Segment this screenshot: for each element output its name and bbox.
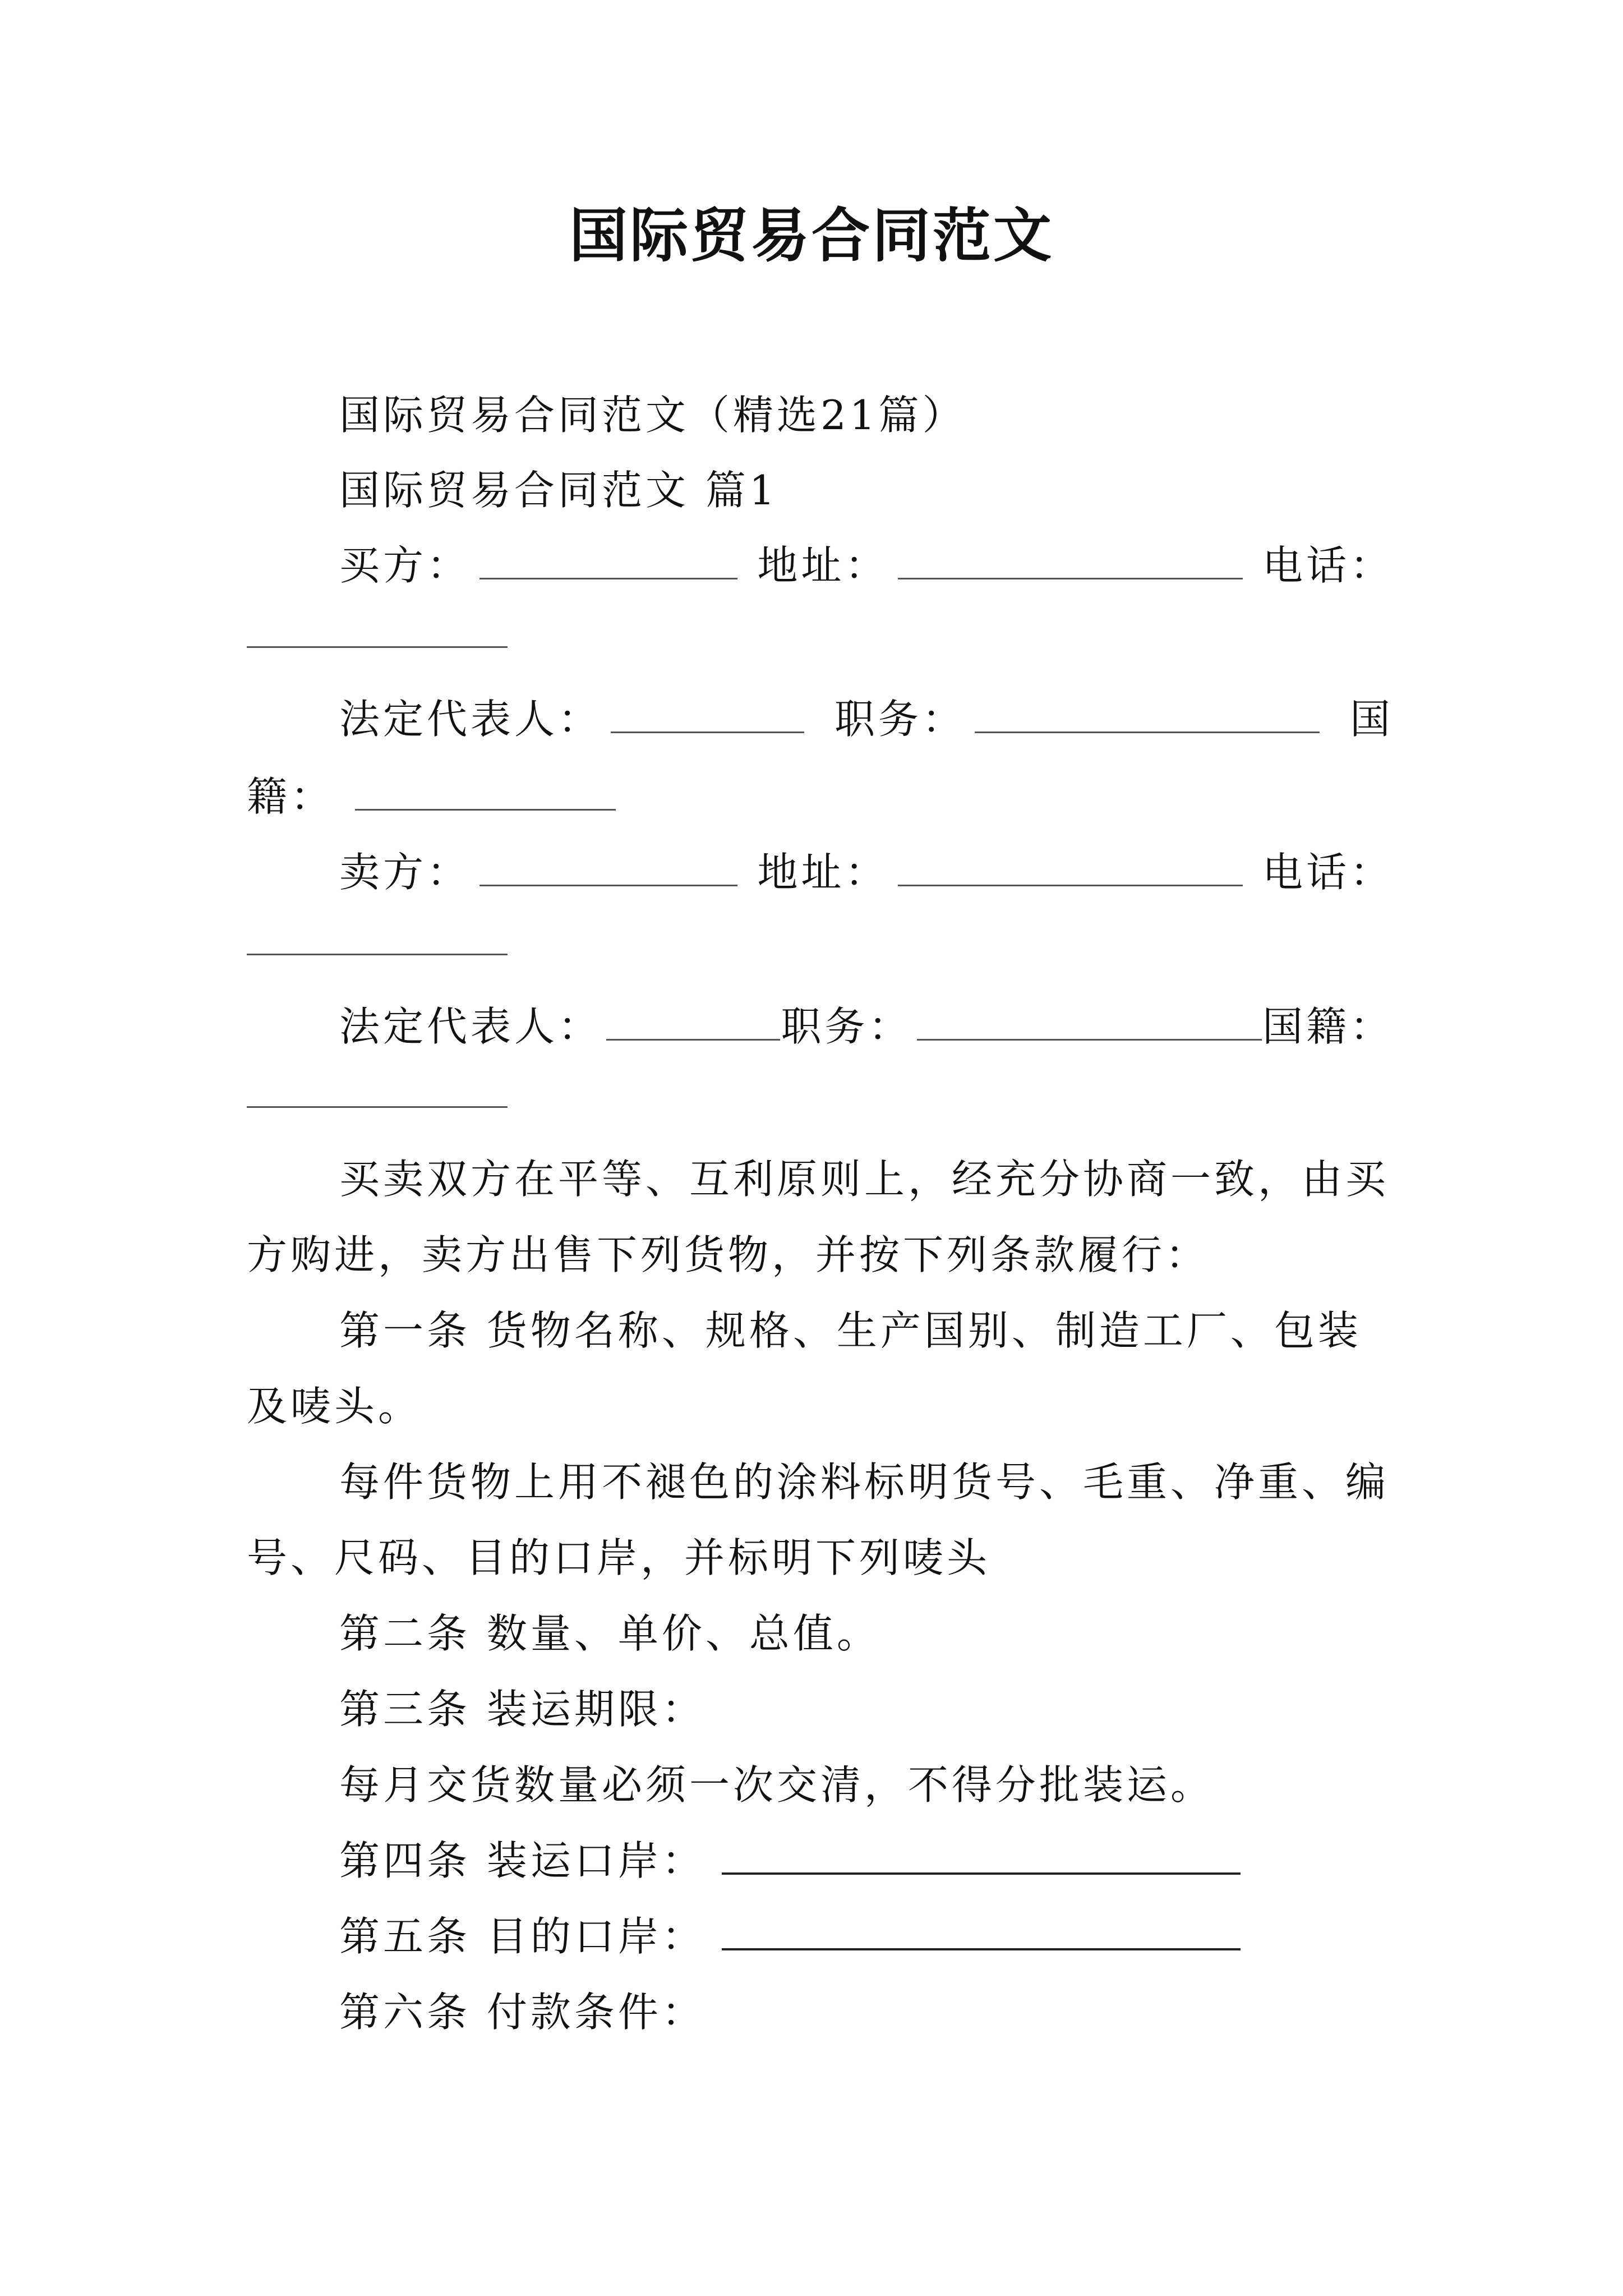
delivery-paragraph: 每月交货数量必须一次交清，不得分批装运。	[339, 1761, 1215, 1809]
loading-port-blank[interactable]	[722, 1848, 1241, 1875]
seller-phone-blank[interactable]	[247, 920, 508, 955]
seller-rep-line	[339, 999, 1394, 1055]
buyer-address-blank[interactable]	[898, 544, 1243, 579]
buyer-phone-blank[interactable]	[247, 613, 508, 648]
buyer-party-field	[339, 537, 737, 593]
buyer-party-label: 买方：	[339, 542, 471, 589]
intro-paragraph-line2: 方购进，卖方出售下列货物，并按下列条款履行：	[247, 1231, 1210, 1278]
buyer-nationality-label-part1: 国	[1349, 696, 1394, 743]
article-2: 第二条 数量、单价、总值。	[339, 1610, 880, 1657]
marking-paragraph-line1: 每件货物上用不褪色的涂料标明货号、毛重、净重、编	[339, 1458, 1390, 1506]
seller-rep-blank[interactable]	[606, 1005, 780, 1041]
seller-position-field	[781, 999, 1261, 1055]
article-4: 第四条 装运口岸：	[339, 1837, 706, 1884]
seller-name-blank[interactable]	[479, 851, 737, 886]
buyer-position-blank[interactable]	[975, 698, 1320, 733]
buyer-rep-label: 法定代表人：	[339, 696, 602, 743]
subtitle: 国际贸易合同范文（精选21篇）	[339, 392, 966, 439]
seller-info-line	[339, 844, 1394, 900]
marking-paragraph-line2: 号、尺码、目的口岸，并标明下列唛头	[247, 1534, 991, 1581]
article-1-line1: 第一条 货物名称、规格、生产国别、制造工厂、包装	[339, 1307, 1362, 1354]
article-6: 第六条 付款条件：	[339, 1989, 706, 2036]
buyer-phone-blank-line	[247, 606, 508, 662]
buyer-nationality-blank[interactable]	[355, 775, 616, 811]
seller-nationality-label: 国籍：	[1262, 1003, 1394, 1050]
destination-port-blank[interactable]	[722, 1924, 1241, 1950]
seller-rep-label: 法定代表人：	[339, 1003, 602, 1050]
seller-address-label: 地址：	[757, 849, 889, 896]
article-5-line	[339, 1908, 1241, 1964]
section-heading: 国际贸易合同范文 篇1	[339, 467, 778, 514]
buyer-nationality-label-part2: 籍：	[247, 773, 335, 820]
article-1-line2: 及唛头。	[247, 1383, 422, 1430]
seller-party-label: 卖方：	[339, 849, 471, 896]
seller-party-field	[339, 844, 737, 900]
seller-nationality-blank-line	[247, 1066, 508, 1122]
seller-position-label: 职务：	[781, 1003, 912, 1050]
buyer-rep-field	[339, 691, 804, 747]
buyer-address-label: 地址：	[757, 542, 889, 589]
seller-address-field	[757, 844, 1242, 900]
intro-paragraph-line1: 买卖双方在平等、互利原则上，经充分协商一致，由买	[339, 1156, 1390, 1203]
seller-rep-field	[339, 999, 780, 1055]
buyer-position-label: 职务：	[834, 696, 966, 743]
seller-address-blank[interactable]	[898, 851, 1243, 886]
buyer-rep-blank[interactable]	[611, 698, 804, 733]
buyer-info-line	[339, 537, 1394, 593]
seller-phone-label: 电话：	[1262, 849, 1394, 896]
buyer-nationality-line	[247, 769, 616, 825]
buyer-phone-label: 电话：	[1262, 542, 1394, 589]
buyer-address-field	[757, 537, 1242, 593]
article-5: 第五条 目的口岸：	[339, 1913, 706, 1960]
article-3: 第三条 装运期限：	[339, 1686, 706, 1733]
article-4-line	[339, 1833, 1241, 1889]
buyer-rep-line	[339, 691, 1394, 747]
buyer-name-blank[interactable]	[479, 544, 737, 579]
seller-position-blank[interactable]	[917, 1005, 1262, 1041]
seller-nationality-blank[interactable]	[247, 1073, 508, 1108]
document-title: 国际贸易合同范文	[569, 201, 1054, 270]
buyer-position-field	[834, 691, 1320, 747]
seller-phone-blank-line	[247, 913, 508, 969]
